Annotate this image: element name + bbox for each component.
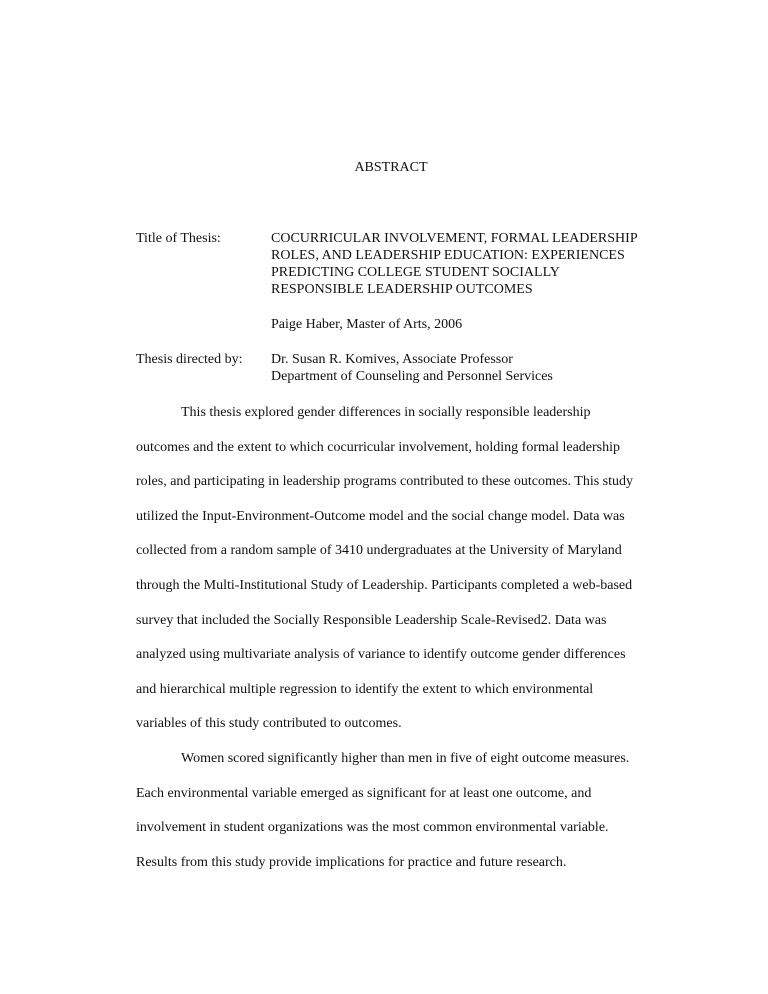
director-line: Dr. Susan R. Komives, Associate Professor bbox=[271, 352, 513, 367]
title-of-thesis-label: Title of Thesis: bbox=[136, 231, 221, 246]
paragraph-line: survey that included the Socially Responsible Leadership Scale-Revised2. Data was bbox=[136, 612, 607, 628]
thesis-title-line: ROLES, AND LEADERSHIP EDUCATION: EXPERIENCES bbox=[271, 248, 625, 263]
thesis-title-line: PREDICTING COLLEGE STUDENT SOCIALLY bbox=[271, 265, 560, 280]
paragraph-line: Each environmental variable emerged as significant for at least one outcome, and bbox=[136, 785, 592, 801]
author-line: Paige Haber, Master of Arts, 2006 bbox=[271, 317, 463, 332]
paragraph-line: Results from this study provide implications for practice and future research. bbox=[136, 854, 567, 870]
abstract-heading: ABSTRACT bbox=[354, 160, 428, 175]
thesis-title-line: RESPONSIBLE LEADERSHIP OUTCOMES bbox=[271, 282, 533, 297]
paragraph-line: roles, and participating in leadership programs contributed to these outcomes. This study bbox=[136, 474, 634, 490]
paragraph-line: involvement in student organizations was the most common environmental variable. bbox=[136, 820, 609, 836]
paragraph-line: outcomes and the extent to which cocurricular involvement, holding formal leadership bbox=[136, 439, 621, 455]
paragraph-line: variables of this study contributed to outcomes. bbox=[136, 716, 402, 732]
paragraph-line: utilized the Input-Environment-Outcome model and the social change model. Data was bbox=[136, 508, 625, 524]
paragraph-line: Women scored significantly higher than men in five of eight outcome measures. bbox=[181, 750, 630, 766]
thesis-directed-by-label: Thesis directed by: bbox=[136, 352, 243, 367]
abstract-body bbox=[136, 396, 682, 880]
abstract-paragraph-2 bbox=[136, 742, 682, 880]
paragraph-line: This thesis explored gender differences in socially responsible leadership bbox=[181, 405, 591, 420]
abstract-paragraph-1 bbox=[136, 396, 682, 742]
thesis-title-line: COCURRICULAR INVOLVEMENT, FORMAL LEADERSHIP bbox=[271, 231, 638, 246]
paragraph-line: through the Multi-Institutional Study of Leadership. Participants completed a web-based bbox=[136, 577, 633, 593]
director-line: Department of Counseling and Personnel Services bbox=[271, 369, 553, 384]
paragraph-line: collected from a random sample of 3410 undergraduates at the University of Maryland bbox=[136, 543, 622, 559]
paragraph-line: and hierarchical multiple regression to identify the extent to which environmental bbox=[136, 681, 594, 697]
paragraph-line: analyzed using multivariate analysis of variance to identify outcome gender differences bbox=[136, 647, 626, 663]
